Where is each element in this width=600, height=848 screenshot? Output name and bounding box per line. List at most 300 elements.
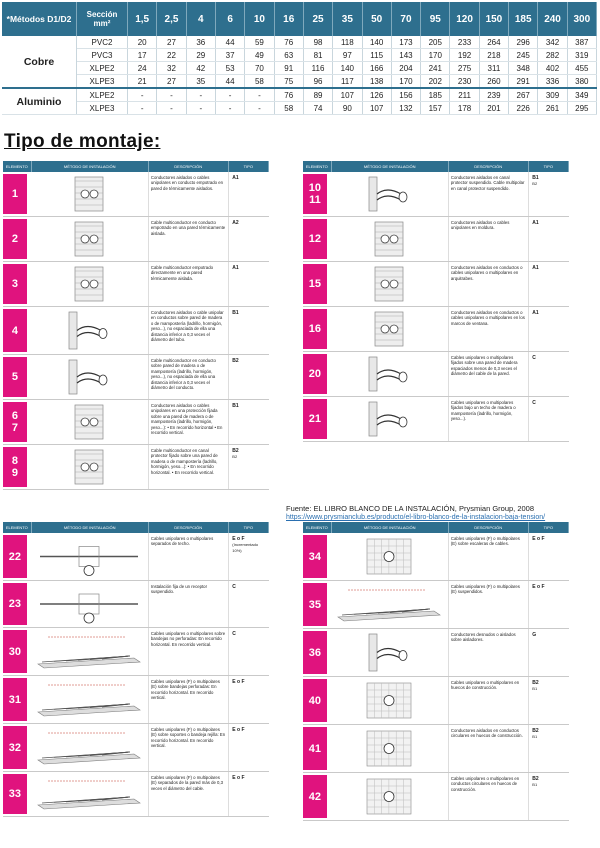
column-header: DESCRIPCIÓN [149, 522, 229, 533]
current-value-cell: 349 [567, 88, 596, 102]
current-value-cell: 21 [128, 75, 157, 89]
current-value-cell: 239 [479, 88, 508, 102]
method-drawing-cell [31, 772, 148, 816]
mounting-row [303, 725, 569, 773]
method-drawing-cell [31, 533, 148, 580]
type-code: (Incrementado 10%) [232, 542, 259, 553]
section-col-13: 185 [509, 2, 538, 36]
current-value-cell: - [128, 102, 157, 115]
element-number: 12 [308, 233, 322, 245]
current-value-cell: 275 [450, 62, 479, 75]
element-number: 16 [308, 323, 322, 335]
element-number-badge [3, 726, 27, 769]
type-code: A1 [532, 310, 539, 316]
current-value-cell: 91 [274, 62, 303, 75]
current-value-cell: 204 [391, 62, 420, 75]
type-code: G [532, 632, 537, 638]
current-value-cell: - [186, 102, 215, 115]
method-drawing-cell [31, 581, 148, 627]
column-header: MÉTODO DE INSTALACIÓN [332, 161, 449, 172]
ampacity-table [2, 2, 597, 115]
current-value-cell: - [215, 102, 244, 115]
method-type [229, 445, 269, 489]
current-value-cell: 24 [128, 62, 157, 75]
column-header: MÉTODO DE INSTALACIÓN [32, 522, 149, 533]
element-number: 5 [11, 371, 18, 383]
panel-header [303, 161, 569, 172]
current-value-cell: 202 [421, 75, 450, 89]
method-drawing-cell [31, 676, 148, 723]
installation-drawing [34, 775, 144, 813]
element-number-badge [3, 402, 27, 442]
current-value-cell: - [245, 102, 274, 115]
method-type [229, 533, 269, 580]
insulation-type-cell: XLPE2 [77, 88, 128, 102]
current-value-cell: 53 [215, 62, 244, 75]
type-code: B1 [532, 782, 538, 787]
current-value-cell: 63 [274, 49, 303, 62]
column-header: TIPO [229, 161, 269, 172]
mounting-row [3, 724, 269, 772]
mounting-row [3, 307, 269, 355]
type-code: A1 [232, 175, 239, 181]
current-value-cell: 97 [333, 49, 362, 62]
method-type [229, 628, 269, 675]
section-col-14: 240 [538, 2, 567, 36]
section-col-9: 70 [391, 2, 420, 36]
method-drawing-cell [31, 355, 148, 399]
mounting-row [303, 217, 569, 262]
type-code: B2 [232, 358, 239, 364]
section-col-2: 4 [186, 2, 215, 36]
current-value-cell: 311 [479, 62, 508, 75]
method-type [529, 677, 569, 724]
element-number-badge [303, 309, 327, 349]
type-code: E o F [232, 727, 245, 733]
method-type [529, 307, 569, 351]
current-value-cell: 156 [391, 88, 420, 102]
source-note: Fuente: EL LIBRO BLANCO DE LA INSTALACIÓN, Prysmian Group, 2008 [286, 504, 535, 513]
installation-drawing [34, 265, 144, 303]
element-number: 4 [11, 324, 18, 337]
type-code: B2 [532, 181, 538, 186]
method-type [229, 217, 269, 261]
element-number: 36 [308, 646, 322, 659]
method-description: Conductores aislados en conductos circulares en huecos de construcción. [448, 725, 529, 772]
current-value-cell: 29 [186, 49, 215, 62]
current-value-cell: 218 [479, 49, 508, 62]
mounting-row [303, 307, 569, 352]
method-drawing-cell [331, 307, 448, 351]
method-type [229, 772, 269, 816]
current-value-cell: 166 [362, 62, 391, 75]
current-value-cell: 70 [245, 62, 274, 75]
type-code: B2 [532, 776, 539, 782]
element-number: 30 [8, 645, 22, 658]
insulation-type-cell: XLPE2 [77, 62, 128, 75]
element-number: 31 [8, 693, 22, 706]
method-type [229, 262, 269, 306]
installation-drawing [334, 632, 444, 673]
column-header: TIPO [229, 522, 269, 533]
mounting-row [3, 581, 269, 628]
element-number: 1 [11, 188, 18, 200]
current-value-cell: 173 [391, 36, 420, 49]
current-value-cell: 267 [509, 88, 538, 102]
installation-drawing [334, 680, 444, 721]
method-drawing-cell [331, 397, 448, 441]
element-number-badge [303, 354, 327, 394]
element-number: 42 [308, 790, 322, 803]
current-value-cell: 455 [567, 62, 596, 75]
current-value-cell: 22 [157, 49, 186, 62]
current-value-cell: 261 [538, 102, 567, 115]
installation-drawing [334, 584, 444, 625]
method-type [529, 172, 569, 216]
mounting-row [3, 533, 269, 581]
method-drawing-cell [331, 581, 448, 628]
section-col-0: 1,5 [128, 2, 157, 36]
type-code: B2 [232, 454, 238, 459]
current-value-cell: 132 [391, 102, 420, 115]
installation-drawing [34, 220, 144, 258]
installation-drawing [334, 728, 444, 769]
type-code: B2 [232, 448, 239, 454]
current-value-cell: 309 [538, 88, 567, 102]
insulation-type-cell: XLPE3 [77, 75, 128, 89]
method-drawing-cell [331, 217, 448, 261]
element-number: 32 [8, 741, 22, 754]
current-value-cell: - [215, 88, 244, 102]
current-value-cell: 58 [245, 75, 274, 89]
current-value-cell: 27 [157, 75, 186, 89]
current-value-cell: 42 [186, 62, 215, 75]
type-code: B1 [532, 734, 538, 739]
current-value-cell: 170 [421, 49, 450, 62]
current-value-cell: 140 [333, 62, 362, 75]
column-header: TIPO [529, 161, 569, 172]
current-value-cell: 226 [509, 102, 538, 115]
method-type [229, 676, 269, 723]
type-code: C [532, 355, 536, 361]
page-title: Tipo de montaje: [4, 131, 161, 152]
method-description: Instalación fija de un receptor suspendido. [148, 581, 229, 627]
column-header: DESCRIPCIÓN [449, 522, 529, 533]
element-number-badge [303, 727, 327, 770]
insulation-type-cell: PVC3 [77, 49, 128, 62]
element-number: 22 [8, 550, 22, 563]
current-value-cell: 118 [333, 36, 362, 49]
insulation-type-cell: XLPE3 [77, 102, 128, 115]
installation-drawing [34, 631, 144, 672]
table-row [2, 49, 597, 62]
column-header: DESCRIPCIÓN [149, 161, 229, 172]
installation-drawing [334, 175, 444, 213]
section-label: Sección [86, 10, 118, 19]
current-value-cell: 245 [509, 49, 538, 62]
method-type [529, 629, 569, 676]
type-code: B1 [532, 175, 539, 181]
current-value-cell: 76 [274, 88, 303, 102]
current-value-cell: 402 [538, 62, 567, 75]
current-value-cell: 140 [362, 36, 391, 49]
type-code: B1 [232, 403, 239, 409]
method-type [229, 355, 269, 399]
column-header: TIPO [529, 522, 569, 533]
element-number: 23 [8, 598, 22, 610]
method-drawing-cell [31, 172, 148, 216]
type-code: C [232, 584, 236, 590]
current-value-cell: 117 [333, 75, 362, 89]
method-type [529, 262, 569, 306]
mounting-panel-1 [3, 161, 269, 490]
current-value-cell: 282 [538, 49, 567, 62]
section-unit: mm² [93, 19, 111, 28]
current-value-cell: 192 [450, 49, 479, 62]
method-description: Cables unipolares o multipolares sobre bandejas no perforadas: En recorrido horizontal. En recorrido vertical. [148, 628, 229, 675]
mounting-row [303, 352, 569, 397]
installation-drawing [34, 175, 144, 213]
element-number-badge [3, 447, 27, 487]
element-number-badge [3, 630, 27, 673]
mounting-row [303, 262, 569, 307]
element-number: 40 [308, 694, 322, 707]
element-number-badge [303, 679, 327, 722]
mounting-row [3, 772, 269, 817]
method-description: Cable multiconductor en conducto sobre pared de madera o de mampostería (ladrillo, hormigón, yeso...), no espaciada de ella una distancia inferior a 0,3 veces el diámetro del conducto. [148, 355, 229, 399]
current-value-cell: 17 [128, 49, 157, 62]
type-code: E o F [532, 584, 545, 590]
element-number: 41 [308, 742, 322, 755]
method-description: Conductores aislados o cables unipolares en una protección fijada sobre una pared de madera o de mampostería (ladrillo, hormigón, yeso...): • En recorrido horizontal • En recorrido vertical. [148, 400, 229, 444]
element-number-badge [3, 535, 27, 578]
method-drawing-cell [31, 445, 148, 489]
current-value-cell: 115 [362, 49, 391, 62]
element-number: 2 [11, 233, 18, 245]
method-description: Conductores aislados o cables unipolares en conducto empotrado en pared de térmicamente aislados. [148, 172, 229, 216]
method-description: Cables unipolares (F) o multipolares (E) suspendidos. [448, 581, 529, 628]
installation-drawing [34, 584, 144, 624]
table-row [2, 62, 597, 75]
element-number-badge [3, 357, 27, 397]
current-value-cell: 89 [303, 88, 332, 102]
mounting-row [3, 217, 269, 262]
element-number: 20 [308, 368, 322, 380]
current-value-cell: 241 [421, 62, 450, 75]
mounting-row [3, 400, 269, 445]
column-header: ELEMENTO [3, 161, 32, 172]
section-col-5: 16 [274, 2, 303, 36]
element-number: 11 [309, 194, 321, 206]
element-number-badge [3, 174, 27, 214]
panel-header [3, 161, 269, 172]
section-col-1: 2,5 [157, 2, 186, 36]
section-col-15: 300 [567, 2, 596, 36]
current-value-cell: 107 [333, 88, 362, 102]
element-number: 34 [308, 550, 322, 563]
installation-drawing [34, 536, 144, 577]
current-value-cell: 35 [186, 75, 215, 89]
source-link[interactable]: https://www.prysmianclub.es/producto/el-libro-blanco-de-la-instalacion-baja-tension/ [286, 514, 546, 521]
column-header: ELEMENTO [303, 522, 332, 533]
current-value-cell: 98 [303, 36, 332, 49]
type-code: A1 [232, 265, 239, 271]
current-value-cell: 170 [391, 75, 420, 89]
installation-drawing [34, 679, 144, 720]
method-drawing-cell [31, 724, 148, 771]
current-value-cell: 205 [421, 36, 450, 49]
method-drawing-cell [331, 677, 448, 724]
element-number-badge [3, 264, 27, 304]
method-description: Cables unipolares o multipolares fijados sobre una pared de madera espaciados menos de 0,3 veces el diámetro del cable de la pared. [448, 352, 529, 396]
current-value-cell: 387 [567, 36, 596, 49]
element-number: 33 [8, 788, 22, 800]
mounting-row [3, 355, 269, 400]
current-value-cell: 126 [362, 88, 391, 102]
installation-drawing [34, 448, 144, 486]
ampacity-table-body [2, 36, 597, 115]
element-number-badge [3, 219, 27, 259]
installation-drawing [334, 310, 444, 348]
method-type [229, 307, 269, 354]
panel-header [303, 522, 569, 533]
section-header [77, 2, 128, 36]
type-code: B2 [532, 728, 539, 734]
method-description: Cables unipolares o multipolares separados de techo. [148, 533, 229, 580]
current-value-cell: 74 [303, 102, 332, 115]
current-value-cell: 96 [303, 75, 332, 89]
element-number: 10 [308, 182, 322, 194]
element-number-badge [303, 535, 327, 578]
column-header: ELEMENTO [3, 522, 32, 533]
current-value-cell: 27 [157, 36, 186, 49]
current-value-cell: 59 [245, 36, 274, 49]
current-value-cell: 37 [215, 49, 244, 62]
method-description: Conductores aislados en canal protector suspendido. Cable multipolar en canal protector suspendido. [448, 172, 529, 216]
element-number: 9 [11, 467, 18, 479]
current-value-cell: 211 [450, 88, 479, 102]
type-code: A1 [532, 265, 539, 271]
column-header: ELEMENTO [303, 161, 332, 172]
installation-drawing [334, 355, 444, 393]
method-drawing-cell [31, 628, 148, 675]
column-header: MÉTODO DE INSTALACIÓN [32, 161, 149, 172]
type-code: E o F [232, 536, 245, 542]
mounting-row [303, 172, 569, 217]
method-drawing-cell [331, 262, 448, 306]
method-description: Cables unipolares (F) o multipolares (E) sobre bandejas perforadas: En recorrido horizontal. En recorrido vertical. [148, 676, 229, 723]
method-description: Cables unipolares o multipolares en conductos circulares en huecos de construcción. [448, 773, 529, 820]
type-code: B2 [532, 680, 539, 686]
insulation-type-cell: PVC2 [77, 36, 128, 49]
installation-drawing [34, 727, 144, 768]
current-value-cell: 380 [567, 75, 596, 89]
element-number-badge [303, 219, 327, 259]
type-code: E o F [232, 775, 245, 781]
element-number-badge [303, 631, 327, 674]
element-number-badge [3, 774, 27, 814]
current-value-cell: 116 [303, 62, 332, 75]
mounting-row [303, 629, 569, 677]
current-value-cell: - [157, 102, 186, 115]
type-code: A2 [232, 220, 239, 226]
mounting-row [3, 445, 269, 490]
type-code: A1 [532, 220, 539, 226]
section-col-10: 95 [421, 2, 450, 36]
mounting-row [303, 677, 569, 725]
element-number-badge [303, 399, 327, 439]
mounting-row [303, 581, 569, 629]
method-description: Conductores desnudos o aislados sobre aisladores. [448, 629, 529, 676]
method-type [529, 352, 569, 396]
mounting-row [303, 533, 569, 581]
current-value-cell: - [128, 88, 157, 102]
installation-drawing [334, 536, 444, 577]
current-value-cell: 348 [509, 62, 538, 75]
method-description: Cables unipolares (F) o multipolares (E) sobre soportes o bandeja rejilla: En recorrido horizontal. En recorrido vertical. [148, 724, 229, 771]
current-value-cell: 264 [479, 36, 508, 49]
column-header: MÉTODO DE INSTALACIÓN [332, 522, 449, 533]
element-number: 15 [308, 278, 322, 290]
table-header-row [2, 2, 597, 36]
current-value-cell: 20 [128, 36, 157, 49]
current-value-cell: - [157, 88, 186, 102]
current-value-cell: 291 [509, 75, 538, 89]
element-number-badge [3, 583, 27, 625]
mounting-row [3, 172, 269, 217]
type-code: C [232, 631, 236, 637]
current-value-cell: 230 [450, 75, 479, 89]
element-number-badge [3, 678, 27, 721]
method-drawing-cell [31, 400, 148, 444]
mounting-row [3, 676, 269, 724]
method-description: Conductores aislados o cables unipolares en moldura. [448, 217, 529, 261]
element-number: 3 [11, 278, 18, 290]
type-code: C [532, 400, 536, 406]
type-code: E o F [232, 679, 245, 685]
method-description: Cables unipolares (F) o multipolares (E) separados de la pared más de 0,3 veces el diámetro del cable. [148, 772, 229, 816]
installation-drawing [334, 265, 444, 303]
element-number-badge [303, 174, 327, 214]
current-value-cell: 58 [274, 102, 303, 115]
current-value-cell: - [245, 88, 274, 102]
method-description: Conductores aislados en conductos o cables unipolares o multipolares en arquitrabes. [448, 262, 529, 306]
type-code: B1 [532, 686, 538, 691]
method-description: Cables unipolares o multipolares fijados bajo un techo de madera o mampostería (ladrillo, hormigón, yeso...). [448, 397, 529, 441]
current-value-cell: 138 [362, 75, 391, 89]
element-number: 7 [11, 422, 18, 434]
element-number-badge [303, 264, 327, 304]
current-value-cell: 201 [479, 102, 508, 115]
section-col-3: 6 [215, 2, 244, 36]
method-drawing-cell [331, 352, 448, 396]
section-col-4: 10 [245, 2, 274, 36]
method-type [229, 581, 269, 627]
mounting-row [303, 397, 569, 442]
current-value-cell: 32 [157, 62, 186, 75]
method-description: Cable multiconductor en conducto empotrado en una pared térmicamente aislada. [148, 217, 229, 261]
method-type [229, 172, 269, 216]
method-type [529, 581, 569, 628]
method-drawing-cell [331, 172, 448, 216]
method-drawing-cell [331, 629, 448, 676]
mounting-panel-2 [303, 161, 569, 442]
element-number: 21 [308, 413, 322, 425]
installation-drawing [334, 776, 444, 817]
installation-drawing [34, 403, 144, 441]
method-drawing-cell [31, 217, 148, 261]
table-row [2, 88, 597, 102]
